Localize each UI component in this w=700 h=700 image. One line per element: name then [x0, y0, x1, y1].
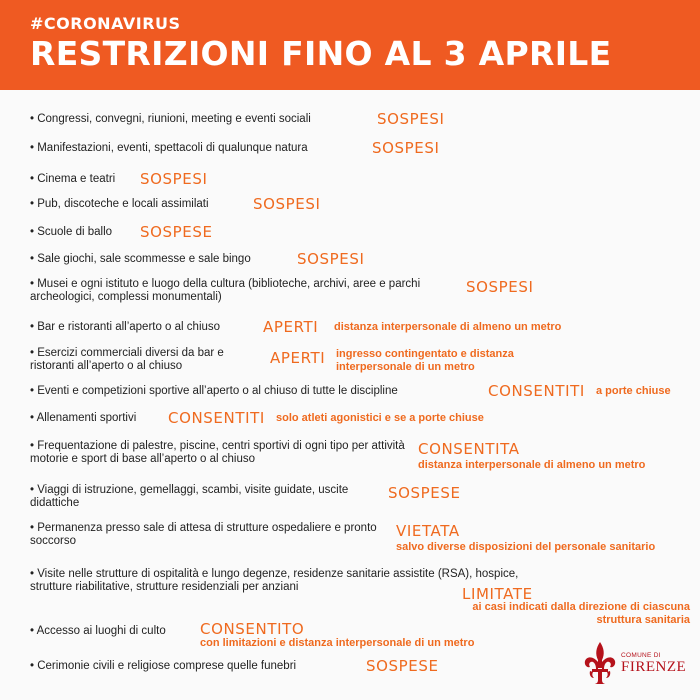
item-status: CONSENTITI — [168, 409, 265, 427]
item-status: SOSPESI — [466, 278, 534, 296]
fleur-de-lis-icon — [583, 640, 617, 686]
item-status: SOSPESE — [388, 484, 461, 502]
item-text: • Eventi e competizioni sportive all’aperto o al chiuso di tutte le discipline — [30, 385, 398, 397]
item-status: APERTI — [270, 349, 326, 367]
item-note: distanza interpersonale di almeno un metro — [418, 459, 646, 471]
item-status: SOSPESI — [377, 110, 445, 128]
item-text: • Viaggi di istruzione, gemellaggi, scambi, visite guidate, uscite didattiche — [30, 484, 349, 509]
comune-firenze-logo — [583, 640, 687, 688]
item-note: con limitazioni e distanza interpersonale di un metro — [200, 637, 475, 649]
page-title: RESTRIZIONI FINO AL 3 APRILE — [30, 34, 612, 73]
item-note: ingresso contingentato e distanza interpersonale di un metro — [336, 348, 514, 373]
item-text: • Bar e ristoranti all’aperto o al chiuso — [30, 321, 221, 333]
item-status: SOSPESI — [253, 195, 321, 213]
item-status: CONSENTITO — [200, 620, 305, 638]
item-status: CONSENTITA — [418, 440, 520, 458]
item-text: • Cinema e teatri — [30, 173, 116, 185]
item-status: SOSPESI — [372, 139, 440, 157]
item-text: • Sale giochi, sale scommesse e sale bingo — [30, 253, 251, 265]
header-banner — [0, 0, 700, 90]
item-note: solo atleti agonistici e se a porte chiuse — [276, 412, 484, 424]
item-text: • Congressi, convegni, riunioni, meeting e eventi sociali — [30, 113, 311, 125]
item-status: SOSPESE — [140, 223, 213, 241]
item-text: • Visite nelle strutture di ospitalità e lungo degenze, residenze sanitarie assistite (RSA), hospice, strutture riabilitative, strutture residenziali per anziani — [30, 568, 519, 593]
item-text: • Manifestazioni, eventi, spettacoli di qualunque natura — [30, 142, 308, 154]
logo-caption-small: COMUNE DI — [621, 652, 661, 659]
item-text: • Musei e ogni istituto e luogo della cultura (biblioteche, archivi, aree e parchi archeologici, complessi monumentali) — [30, 278, 421, 303]
item-status: APERTI — [263, 318, 319, 336]
item-status: SOSPESI — [140, 170, 208, 188]
hashtag: #CORONAVIRUS — [30, 14, 181, 33]
item-text: • Allenamenti sportivi — [30, 412, 137, 424]
item-text: • Esercizi commerciali diversi da bar e ristoranti all’aperto o al chiuso — [30, 347, 224, 372]
item-status: SOSPESE — [366, 657, 439, 675]
item-note: a porte chiuse — [596, 385, 671, 397]
item-text: • Frequentazione di palestre, piscine, centri sportivi di ogni tipo per attività motorie e sport di base all’aperto o al chiuso — [30, 440, 405, 465]
item-status: SOSPESI — [297, 250, 365, 268]
item-status: CONSENTITI — [488, 382, 585, 400]
item-note: salvo diverse disposizioni del personale sanitario — [396, 541, 656, 553]
item-status: VIETATA — [396, 522, 460, 540]
item-text: • Cerimonie civili e religiose comprese quelle funebri — [30, 660, 297, 672]
item-status: LIMITATE — [462, 585, 533, 603]
item-text: • Permanenza presso sale di attesa di strutture ospedaliere e pronto soccorso — [30, 522, 377, 547]
item-text: • Scuole di ballo — [30, 226, 113, 238]
logo-caption-big: FIRENZE — [621, 659, 687, 675]
item-text: • Pub, discoteche e locali assimilati — [30, 198, 209, 210]
item-note: ai casi indicati dalla direzione di ciascuna struttura sanitaria — [472, 601, 690, 626]
item-note: distanza interpersonale di almeno un metro — [334, 321, 562, 333]
item-text: • Accesso ai luoghi di culto — [30, 625, 166, 637]
